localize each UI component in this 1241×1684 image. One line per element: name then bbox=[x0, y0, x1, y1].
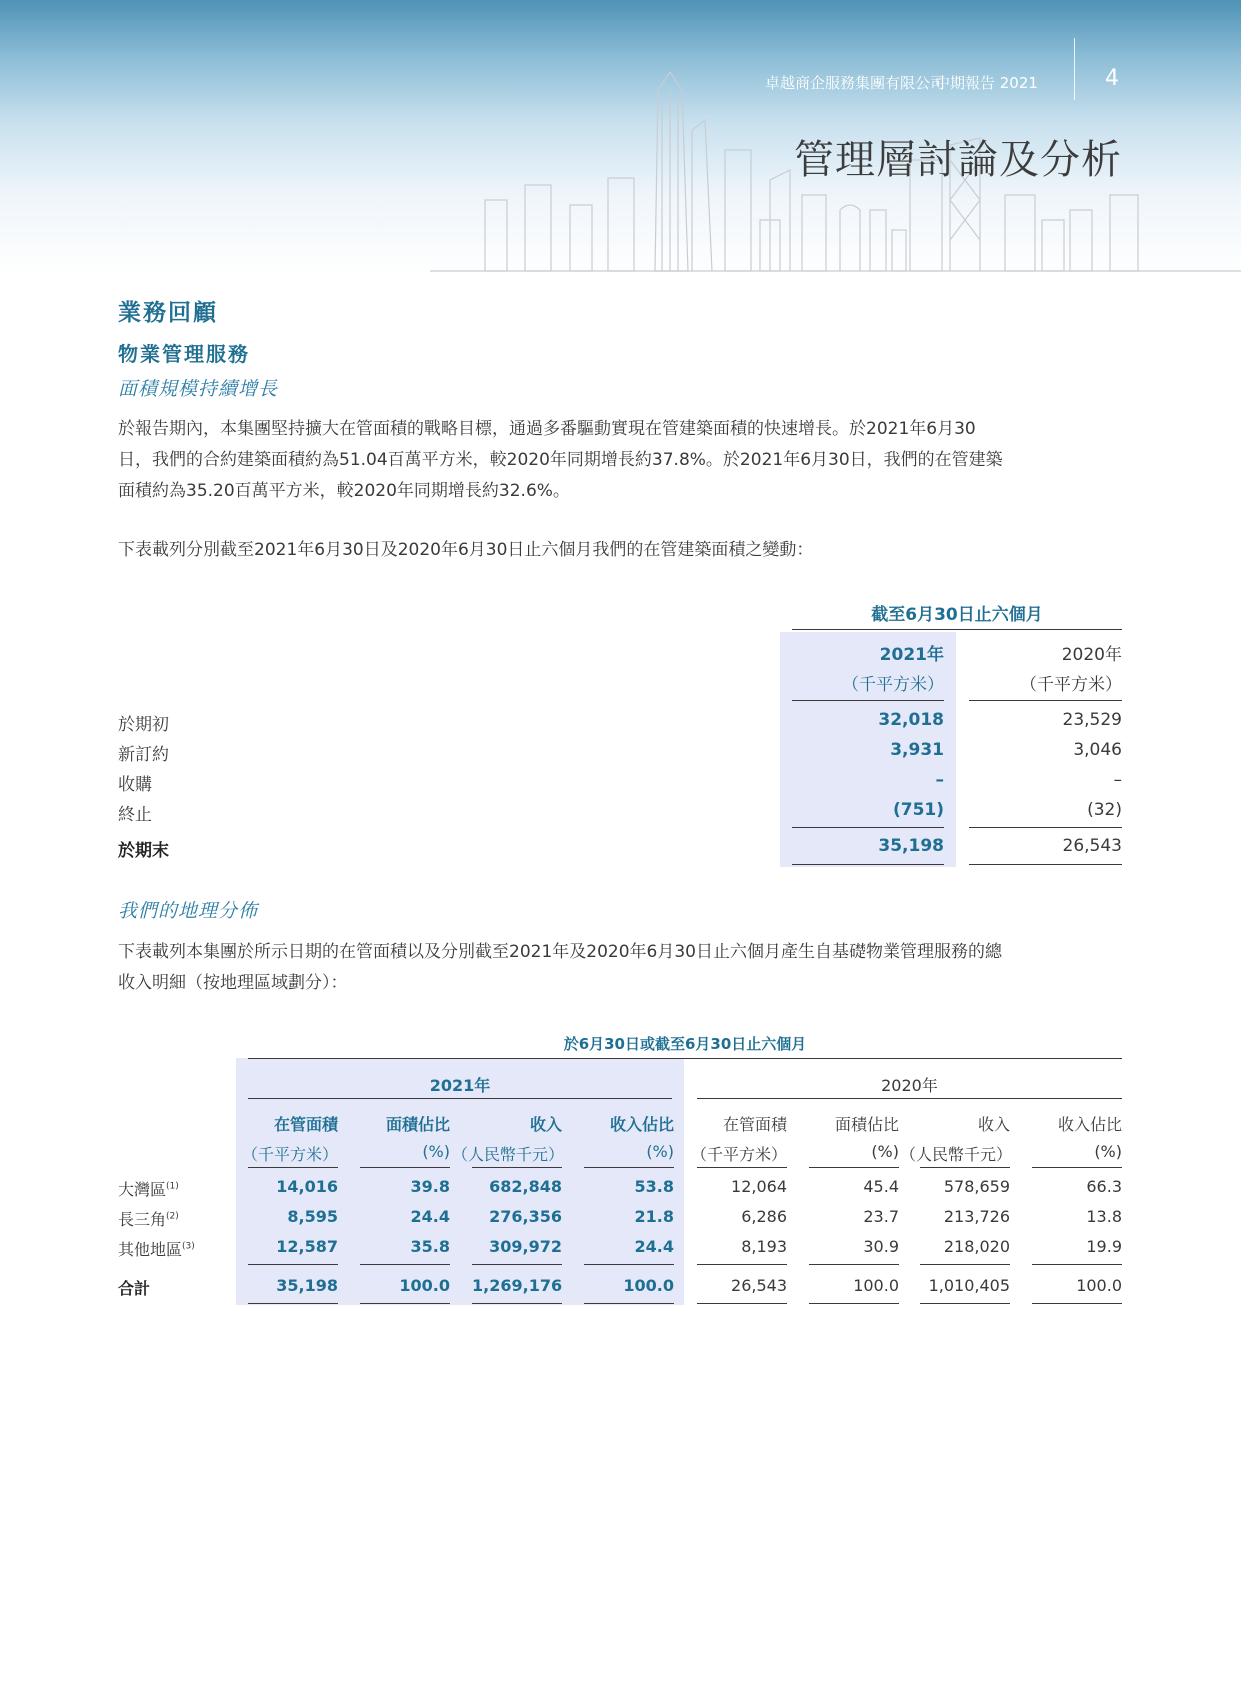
table1-col2-unit: （千平方米） bbox=[1020, 675, 1122, 695]
table1-rule bbox=[969, 864, 1122, 865]
table2-rule bbox=[472, 1167, 562, 1168]
table2-rule bbox=[920, 1167, 1010, 1168]
table2-cell: 8,595 bbox=[287, 1207, 338, 1226]
table2-cell: 45.4 bbox=[863, 1177, 899, 1196]
table2-rule bbox=[360, 1264, 450, 1265]
table1-cell: 3,931 bbox=[890, 740, 944, 760]
table1-cell: – bbox=[1113, 770, 1122, 790]
table2-rule bbox=[920, 1264, 1010, 1265]
table2-cell: 24.4 bbox=[410, 1207, 450, 1226]
table2-cell: 276,356 bbox=[489, 1207, 562, 1226]
table2-cell: 6,286 bbox=[741, 1207, 787, 1226]
table2-col-header: 收入 bbox=[977, 1115, 1010, 1134]
table1-rule bbox=[792, 629, 1122, 630]
table2-col-header: 收入佔比 bbox=[1057, 1115, 1122, 1134]
header-divider bbox=[1074, 38, 1075, 100]
table2-cell: 24.4 bbox=[634, 1237, 674, 1256]
table2-rule bbox=[1032, 1167, 1122, 1168]
table1-cell: – bbox=[935, 770, 944, 790]
table2-cell: 12,587 bbox=[276, 1237, 338, 1256]
table2-rule bbox=[1032, 1264, 1122, 1265]
table2-total-cell: 26,543 bbox=[731, 1276, 787, 1295]
table1-row-label: 於期初 bbox=[118, 715, 169, 735]
table2-col-unit: (%) bbox=[646, 1142, 674, 1161]
table2-cell: 309,972 bbox=[489, 1237, 562, 1256]
table2-col-header: 收入 bbox=[529, 1115, 562, 1134]
table2-rule bbox=[248, 1264, 338, 1265]
table2-col-unit: （千平方米） bbox=[241, 1145, 338, 1164]
section-title: 管理層討論及分析 bbox=[794, 137, 1122, 183]
table2-col-header: 收入佔比 bbox=[609, 1115, 674, 1134]
table2-year-2021: 2021年 bbox=[429, 1076, 491, 1095]
table1-total-label: 於期末 bbox=[118, 841, 169, 861]
table2-rule bbox=[248, 1303, 338, 1304]
heading-area-growth: 面積規模持續增長 bbox=[118, 378, 279, 400]
table1-cell: 3,046 bbox=[1073, 740, 1122, 760]
table2-cell: 35.8 bbox=[410, 1237, 450, 1256]
table2-cell: 21.8 bbox=[634, 1207, 674, 1226]
table2-rule bbox=[697, 1167, 787, 1168]
table2-col-header: 在管面積 bbox=[722, 1115, 787, 1134]
table2-year-2020: 2020年 bbox=[881, 1076, 938, 1095]
table2-cell: 39.8 bbox=[410, 1177, 450, 1196]
table2-rule bbox=[1032, 1303, 1122, 1304]
table1-rule bbox=[969, 827, 1122, 828]
table1-rule bbox=[792, 700, 944, 701]
heading-business-review: 業務回顧 bbox=[118, 300, 218, 326]
table1-cell: 23,529 bbox=[1062, 710, 1122, 730]
table1-rule bbox=[792, 827, 944, 828]
table2-total-cell: 100.0 bbox=[853, 1276, 899, 1295]
table2-cell: 12,064 bbox=[731, 1177, 787, 1196]
table2-rule bbox=[697, 1303, 787, 1304]
table2-cell: 19.9 bbox=[1086, 1237, 1122, 1256]
table1-col1-year: 2021年 bbox=[879, 645, 944, 665]
table2-rule bbox=[584, 1303, 674, 1304]
table2-rule bbox=[697, 1264, 787, 1265]
table2-col-unit: （千平方米） bbox=[690, 1145, 787, 1164]
table1-group-header: 截至6月30日止六個月 bbox=[871, 605, 1043, 625]
table2-total-label: 合計 bbox=[118, 1279, 151, 1298]
table2-cell: 14,016 bbox=[276, 1177, 338, 1196]
table2-total-cell: 35,198 bbox=[276, 1276, 338, 1295]
page-number: 4 bbox=[1105, 66, 1119, 91]
table2-rule bbox=[360, 1167, 450, 1168]
table2-cell: 23.7 bbox=[863, 1207, 899, 1226]
table1-col1-unit: （千平方米） bbox=[842, 675, 944, 695]
table2-col-unit: （人民幣千元） bbox=[452, 1145, 565, 1164]
table1-total-cell: 35,198 bbox=[878, 836, 944, 856]
table2-rule bbox=[920, 1303, 1010, 1304]
table2-col-unit: (%) bbox=[871, 1142, 899, 1161]
table2-cell: 218,020 bbox=[943, 1237, 1010, 1256]
table1-total-cell: 26,543 bbox=[1062, 836, 1122, 856]
table1-row-label: 收購 bbox=[118, 775, 152, 795]
table2-total-cell: 1,010,405 bbox=[928, 1276, 1010, 1295]
table2-row-label: 其他地區$^{(3)}$ bbox=[118, 1240, 195, 1259]
table2-rule bbox=[472, 1303, 562, 1304]
table2-rule bbox=[472, 1264, 562, 1265]
header-company-name: 卓越商企服務集團有限公司 bbox=[764, 74, 945, 92]
table1-cell: (751) bbox=[892, 800, 944, 820]
heading-geographic: 我們的地理分佈 bbox=[118, 900, 259, 922]
table1-cell: (32) bbox=[1087, 800, 1122, 820]
table2-rule bbox=[584, 1167, 674, 1168]
table2-cell: 682,848 bbox=[489, 1177, 562, 1196]
table2-rule bbox=[248, 1098, 672, 1099]
table1-col2-year: 2020年 bbox=[1061, 645, 1122, 665]
heading-property-management: 物業管理服務 bbox=[118, 342, 250, 366]
table2-rule bbox=[697, 1098, 1122, 1099]
table2-cell: 66.3 bbox=[1086, 1177, 1122, 1196]
table2-rule bbox=[809, 1167, 899, 1168]
table1-row-label: 新訂約 bbox=[118, 745, 169, 765]
table2-rule bbox=[584, 1264, 674, 1265]
table2-col-header: 面積佔比 bbox=[834, 1115, 899, 1134]
table2-row-label: 大灣區$^{(1)}$ bbox=[118, 1180, 179, 1199]
table2-col-unit: (%) bbox=[1094, 1142, 1122, 1161]
table2-total-cell: 100.0 bbox=[1076, 1276, 1122, 1295]
paragraph-area-growth: 於報告期內，本集團堅持擴大在管面積的戰略目標，通過多番驅動實現在管建築面積的快速增長。於2021年6月30 日，我們的合約建築面積約為51.04百萬平方米，較2020年同期增長約37.8%。於2021年6月30日，我們的在管建築 面積約為35.20百萬平方米，較2020年同期增長約32.6%。 bbox=[118, 419, 1003, 501]
table2-cell: 8,193 bbox=[741, 1237, 787, 1256]
table2-col-unit: (%) bbox=[422, 1142, 450, 1161]
table2-col-header: 面積佔比 bbox=[385, 1115, 450, 1134]
table2-total-cell: 1,269,176 bbox=[472, 1276, 563, 1295]
table2-rule bbox=[248, 1167, 338, 1168]
table2-group-header: 於6月30日或截至6月30日止六個月 bbox=[563, 1035, 807, 1053]
table1-cell: 32,018 bbox=[878, 710, 944, 730]
table2-total-cell: 100.0 bbox=[399, 1276, 450, 1295]
table2-cell: 53.8 bbox=[634, 1177, 674, 1196]
paragraph-table2-intro: 下表載列本集團於所示日期的在管面積以及分別截至2021年及2020年6月30日止六個月產生自基礎物業管理服務的總 收入明細（按地理區域劃分）： bbox=[118, 942, 1002, 993]
table2-rule bbox=[360, 1303, 450, 1304]
table1-row-label: 終止 bbox=[118, 805, 152, 825]
table2-col-header: 在管面積 bbox=[273, 1115, 338, 1134]
table2-cell: 30.9 bbox=[863, 1237, 899, 1256]
paragraph-table1-intro: 下表載列分別截至2021年6月30日及2020年6月30日止六個月我們的在管建築面積之變動： bbox=[118, 540, 814, 560]
table2-cell: 13.8 bbox=[1086, 1207, 1122, 1226]
table2-rule bbox=[809, 1264, 899, 1265]
table2-total-cell: 100.0 bbox=[623, 1276, 674, 1295]
table2-col-unit: （人民幣千元） bbox=[900, 1145, 1013, 1164]
table2-cell: 578,659 bbox=[943, 1177, 1010, 1196]
table2-row-label: 長三角$^{(2)}$ bbox=[118, 1210, 179, 1229]
table1-rule bbox=[969, 700, 1122, 701]
table1-rule bbox=[792, 864, 944, 865]
table2-cell: 213,726 bbox=[943, 1207, 1010, 1226]
table2-rule bbox=[248, 1058, 1122, 1059]
table2-rule bbox=[809, 1303, 899, 1304]
header-report-name: 中期報告 2021 bbox=[935, 74, 1038, 92]
